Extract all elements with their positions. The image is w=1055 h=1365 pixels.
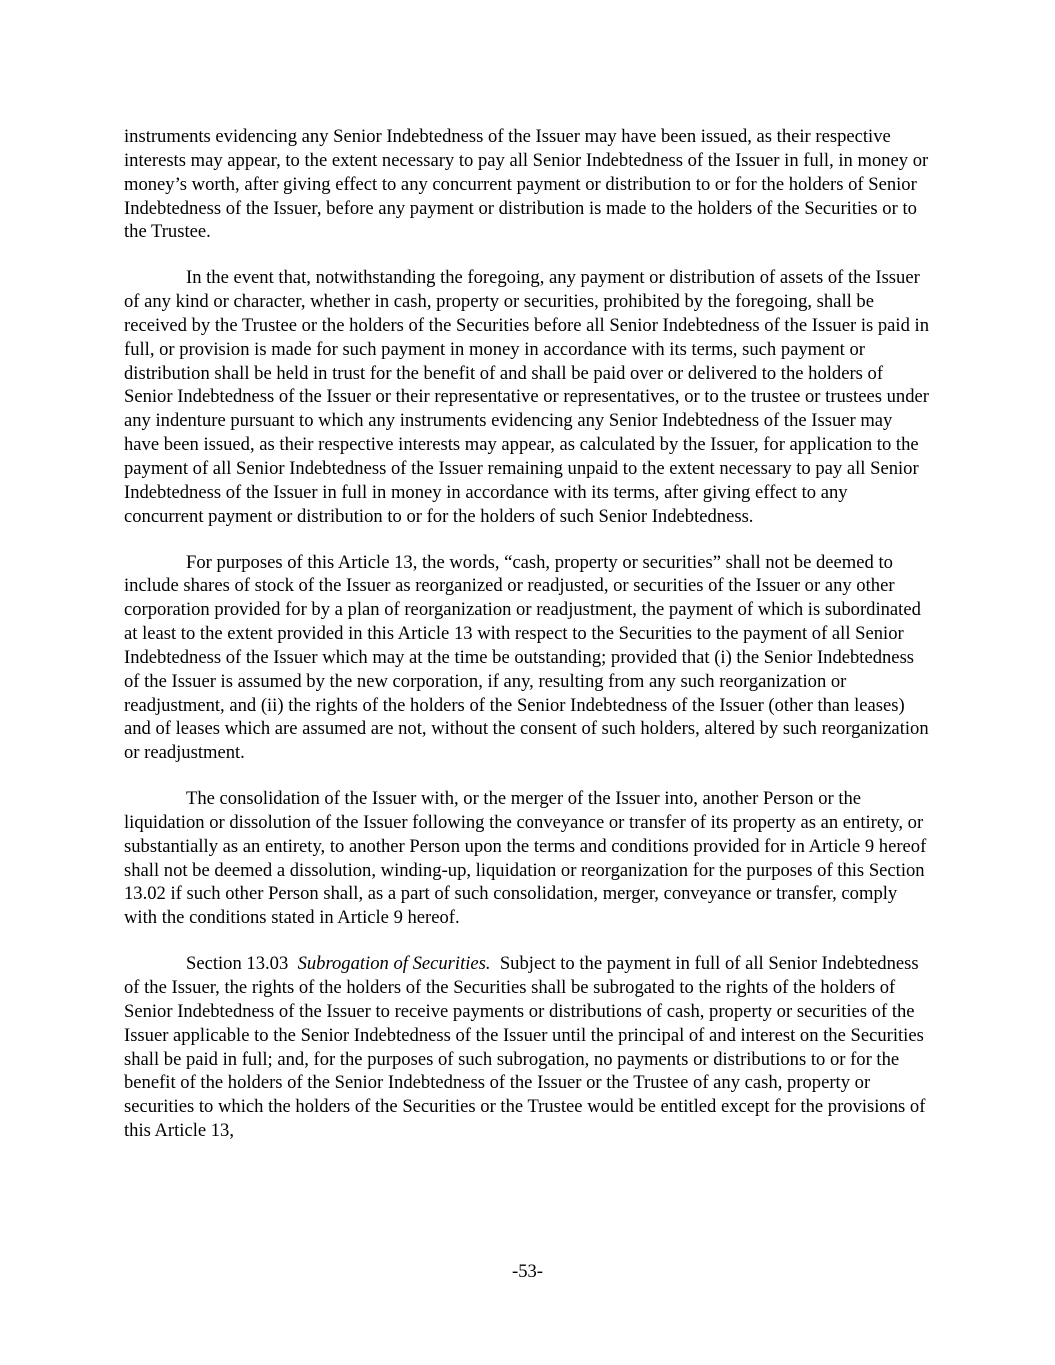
document-page [124,125,931,1165]
section-13-03 [124,952,931,1143]
section-title: Subrogation of Securities. [297,953,491,975]
page-number: -53- [512,1261,543,1282]
section-number: Section 13.03 [186,953,289,975]
section-body: Subject to the payment in full of all Senior Indebtedness of the Issuer, the rights of the holders of the Securities shall be subrogated to the rights of the holders of Senior Indebtedness of the Issuer to receive payments or distributions of cash, property or securities of the Issuer applicable to the Senior Indebtedness of the Issuer until the principal of and interest on the Securities shall be paid in full; and, for the purposes of such subrogation, no payments or distributions to or for the benefit of the holders of the Senior Indebtedness of the Issuer or the Trustee of any cash, property or securities to which the holders of the Securities or the Trustee would be entitled except for the provisions of this Article 13, [124,953,926,1142]
paragraph-distribution-held-in-trust: In the event that, notwithstanding the foregoing, any payment or distribution of assets of the Issuer of any kind or character, whether in cash, property or securities, prohibited by the foregoing, shall be received by the Trustee or the holders of the Securities before all Senior Indebtedness of the Issuer is paid in full, or provision is made for such payment in money in accordance with its terms, such payment or distribution shall be held in trust for the benefit of and shall be paid over or delivered to the holders of Senior Indebtedness of the Issuer or their representative or representatives, or to the trustee or trustees under any indenture pursuant to which any instruments evidencing any Senior Indebtedness of the Issuer may have been issued, as their respective interests may appear, as calculated by the Issuer, for application to the payment of all Senior Indebtedness of the Issuer remaining unpaid to the extent necessary to pay all Senior Indebtedness of the Issuer in full in money in accordance with its terms, after giving effect to any concurrent payment or distribution to or for the holders of such Senior Indebtedness. [124,267,929,527]
paragraph-consolidation-merger: The consolidation of the Issuer with, or the merger of the Issuer into, another Person or the liquidation or dissolution of the Issuer following the conveyance or transfer of its property as an entirety, or substantially as an entirety, to another Person upon the terms and conditions provided for in Article 9 hereof shall not be deemed a dissolution, winding-up, liquidation or reorganization for the purposes of this Section 13.02 if such other Person shall, as a part of such consolidation, merger, conveyance or transfer, comply with the conditions stated in Article 9 hereof. [124,788,927,929]
paragraph-cash-property-securities: For purposes of this Article 13, the words, “cash, property or securities” shall not be deemed to include shares of stock of the Issuer as reorganized or readjusted, or securities of the Issuer or any other corporation provided for by a plan of reorganization or readjustment, the payment of which is subordinated at least to the extent provided in this Article 13 with respect to the Securities to the payment of all Senior Indebtedness of the Issuer which may at the time be outstanding; provided that (i) the Senior Indebtedness of the Issuer is assumed by the new corporation, if any, resulting from any such reorganization or readjustment, and (ii) the rights of the holders of the Senior Indebtedness of the Issuer (other than leases) and of leases which are assumed are not, without the consent of such holders, altered by such reorganization or readjustment. [124,551,929,764]
paragraph-continuation: instruments evidencing any Senior Indebtedness of the Issuer may have been issued, as their respective interests may appear, to the extent necessary to pay all Senior Indebtedness of the Issuer in full, in money or money’s worth, after giving effect to any concurrent payment or distribution to or for the holders of Senior Indebtedness of the Issuer, before any payment or distribution is made to the holders of the Securities or to the Trustee. [124,126,929,243]
